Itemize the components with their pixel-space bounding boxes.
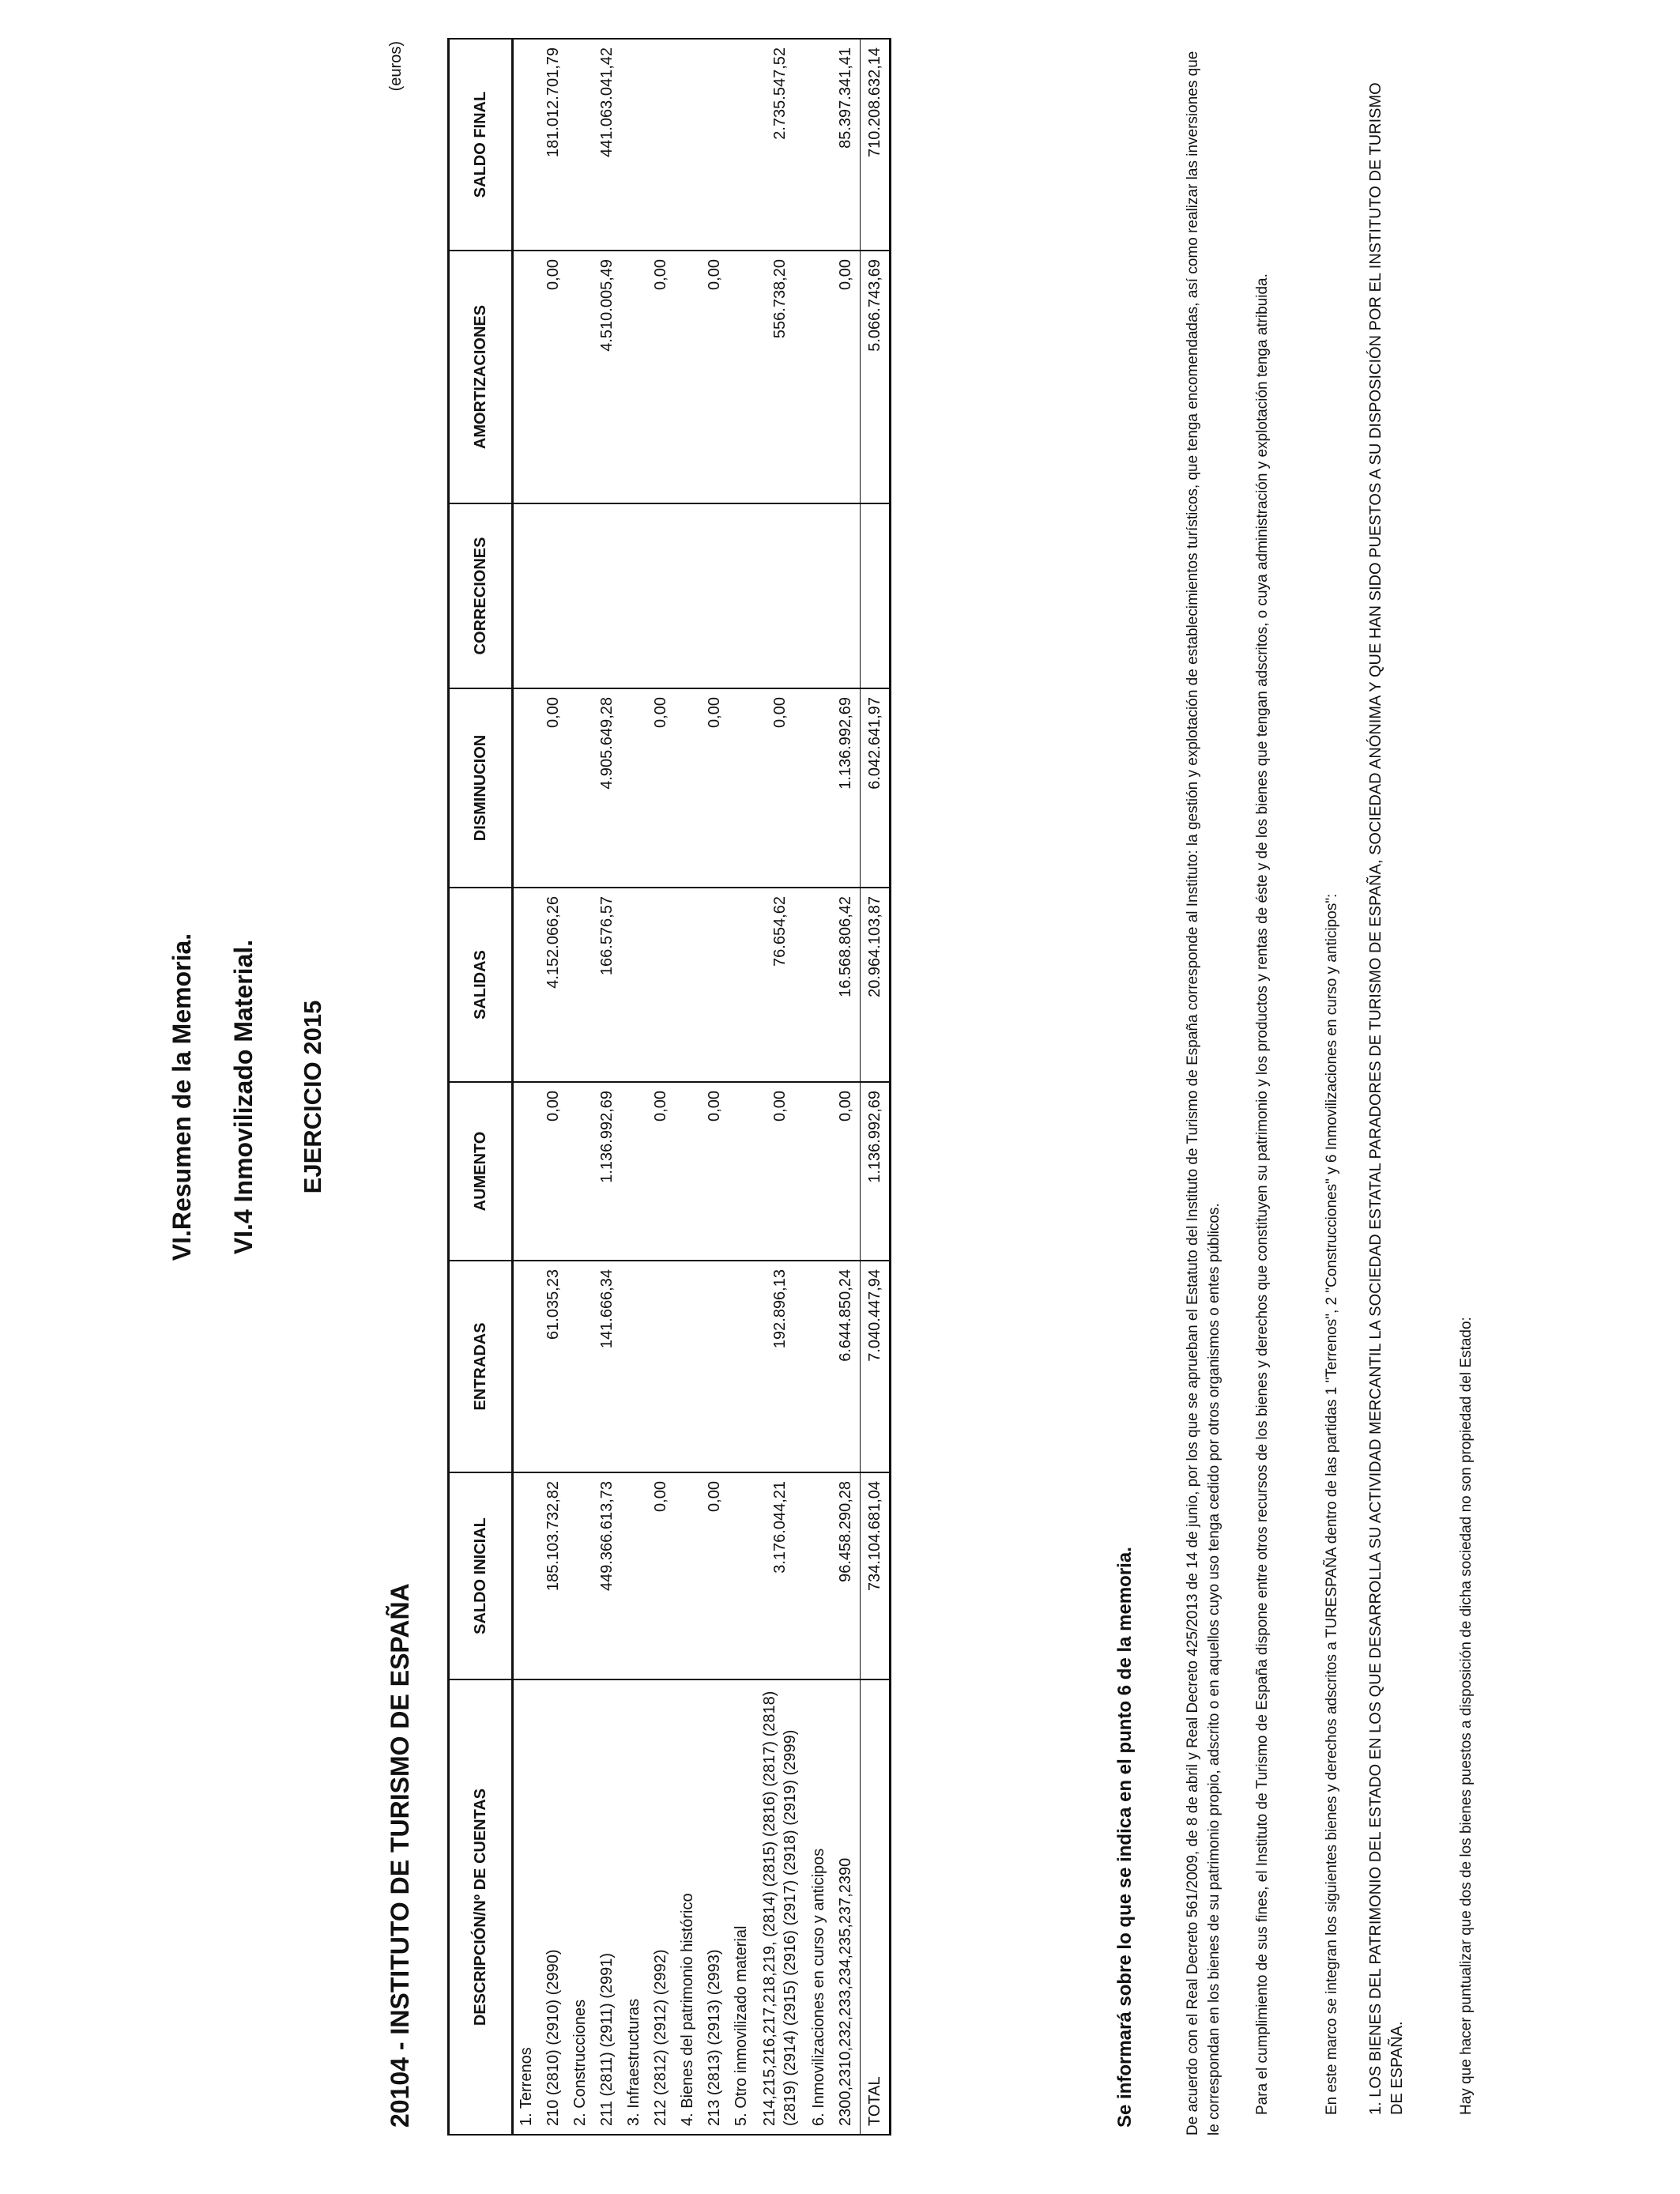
cell-disminucion: 4.905.649,28 [593, 688, 621, 888]
cell-entradas [646, 1261, 675, 1472]
row-description: TOTAL [861, 1679, 891, 2135]
cell-disminucion: 0,00 [700, 688, 729, 888]
cell-amortizaciones: 556.738,20 [754, 251, 806, 503]
table-row [539, 39, 567, 2135]
cell-aumento: 1.136.992,69 [593, 1082, 621, 1261]
paragraph: 1. LOS BIENES DEL PATRIMONIO DEL ESTADO EN LOS QUE DESARROLLA SU ACTIVIDAD MERCANTIL LA SOCIEDAD ESTATAL PARADORES DE TURISMO DE ESPAÑA, SOCIEDAD ANÓNIMA Y QUE HAN SIDO PUESTOS A SU DISPOSICIÓN POR EL INSTITUTO DE TURISMO DE ESPAÑA. [1367, 82, 1406, 2115]
row-description: 6. Inmovilizaciones en curso y anticipos [806, 1679, 831, 2135]
table-row [700, 39, 729, 2135]
section-heading: VI.4 Inmovilizado Material. [229, 939, 258, 1255]
cell-aumento: 0,00 [700, 1082, 729, 1261]
cell-aumento: 0,00 [831, 1082, 861, 1261]
col-header-correciones: CORRECIONES [449, 503, 513, 688]
notes-title: Se informará sobre lo que se indica en el punto 6 de la memoria. [1114, 1547, 1136, 2128]
cell-salidas [646, 888, 675, 1082]
col-header-entradas: ENTRADAS [449, 1261, 513, 1472]
cell-correciones [539, 503, 567, 688]
cell-amortizaciones: 0,00 [539, 251, 567, 503]
cell-entradas [700, 1261, 729, 1472]
paragraph: En este marco se integran los siguientes bienes y derechos adscritos a TURESPAÑA dentro de las partidas 1 "Terrenos", 2 "Construcciones" y 6 Inmovilizaciones en curso y anticipos": [1324, 893, 1340, 2115]
row-description: 3. Infraestructuras [621, 1679, 646, 2135]
col-header-disminucion: DISMINUCION [449, 688, 513, 888]
cell-salidas: 166.576,57 [593, 888, 621, 1082]
cell-saldo-final: 441.063.041,42 [593, 39, 621, 251]
row-description: 214,215,216,217,218,219, (2814) (2815) (2816) (2817) (2818) (2819) (2914) (2915) (2916) (2917) (2918) (2919) (2999) [754, 1679, 806, 2135]
cell-saldo-inicial: 0,00 [646, 1472, 675, 1679]
row-description: 4. Bienes del patrimonio histórico [675, 1679, 700, 2135]
col-header-aumento: AUMENTO [449, 1082, 513, 1261]
col-header-saldo-final: SALDO FINAL [449, 39, 513, 251]
cell-entradas: 6.644.850,24 [831, 1261, 861, 1472]
cell-correciones [754, 503, 806, 688]
cell-correciones [831, 503, 861, 688]
row-description: 2300,2310,232,233,234,235,237,2390 [831, 1679, 861, 2135]
cell-saldo-inicial: 3.176.044,21 [754, 1472, 806, 1679]
cell-salidas: 4.152.066,26 [539, 888, 567, 1082]
row-description: 210 (2810) (2910) (2990) [539, 1679, 567, 2135]
cell-salidas: 16.568.806,42 [831, 888, 861, 1082]
cell-saldo-inicial: 185.103.732,82 [539, 1472, 567, 1679]
cell-salidas: 76.654,62 [754, 888, 806, 1082]
cell-saldo-inicial: 449.366.613,73 [593, 1472, 621, 1679]
cell-entradas: 192.896,13 [754, 1261, 806, 1472]
cell-salidas: 20.964.103,87 [861, 888, 891, 1082]
cell-saldo-inicial: 0,00 [700, 1472, 729, 1679]
cell-amortizaciones: 5.066.743,69 [861, 251, 891, 503]
cell-aumento: 0,00 [754, 1082, 806, 1261]
table-row [754, 39, 806, 2135]
memoria-heading: VI.Resumen de la Memoria. [168, 933, 196, 1261]
cell-saldo-final: 2.735.547,52 [754, 39, 806, 251]
row-description: 5. Otro inmovilizado material [729, 1679, 754, 2135]
table-row [831, 39, 861, 2135]
row-description: 211 (2811) (2911) (2991) [593, 1679, 621, 2135]
cell-disminucion: 1.136.992,69 [831, 688, 861, 888]
table-row [646, 39, 675, 2135]
cell-amortizaciones: 0,00 [831, 251, 861, 503]
cell-aumento: 0,00 [539, 1082, 567, 1261]
cell-correciones [646, 503, 675, 688]
cell-disminucion: 6.042.641,97 [861, 688, 891, 888]
table-header-row [449, 39, 513, 2135]
entity-title: 20104 - INSTITUTO DE TURISMO DE ESPAÑA [386, 1583, 414, 2128]
section-row [675, 39, 700, 2135]
row-description: 1. Terrenos [513, 1679, 540, 2135]
cell-aumento: 0,00 [646, 1082, 675, 1261]
col-header-salidas: SALIDAS [449, 888, 513, 1082]
section-row [513, 39, 540, 2135]
cell-disminucion: 0,00 [646, 688, 675, 888]
cell-amortizaciones: 0,00 [700, 251, 729, 503]
section-row [729, 39, 754, 2135]
cell-entradas: 7.040.447,94 [861, 1261, 891, 1472]
row-description: 212 (2812) (2912) (2992) [646, 1679, 675, 2135]
cell-saldo-final: 710.208.632,14 [861, 39, 891, 251]
cell-saldo-inicial: 96.458.290,28 [831, 1472, 861, 1679]
row-description: 2. Construcciones [567, 1679, 593, 2135]
total-row [861, 39, 891, 2135]
section-row [621, 39, 646, 2135]
cell-disminucion: 0,00 [539, 688, 567, 888]
cell-saldo-final [700, 39, 729, 251]
currency-note: (euros) [387, 41, 405, 92]
cell-saldo-final: 181.012.701,79 [539, 39, 567, 251]
table-row [593, 39, 621, 2135]
cell-disminucion: 0,00 [754, 688, 806, 888]
cell-amortizaciones: 0,00 [646, 251, 675, 503]
cell-saldo-final: 85.397.341,41 [831, 39, 861, 251]
cell-saldo-final [646, 39, 675, 251]
cell-saldo-inicial: 734.104.681,04 [861, 1472, 891, 1679]
cell-correciones [861, 503, 891, 688]
cell-entradas: 141.666,34 [593, 1261, 621, 1472]
col-header-descripcion: DESCRIPCIÓN/Nº DE CUENTAS [449, 1679, 513, 2135]
section-row [567, 39, 593, 2135]
cell-aumento: 1.136.992,69 [861, 1082, 891, 1261]
col-header-amortizaciones: AMORTIZACIONES [449, 251, 513, 503]
cell-entradas: 61.035,23 [539, 1261, 567, 1472]
section-row [806, 39, 831, 2135]
cell-correciones [593, 503, 621, 688]
cell-correciones [700, 503, 729, 688]
cell-salidas [700, 888, 729, 1082]
cell-amortizaciones: 4.510.005,49 [593, 251, 621, 503]
col-header-saldo-inicial: SALDO INICIAL [449, 1472, 513, 1679]
paragraph: De acuerdo con el Real Decreto 561/2009, de 8 de abril y Real Decreto 425/2013 de 14 de junio, por los que se aprueban el Estatuto del Instituto de Turismo de España corresponde al Instituto: la gestión y explotación de establecimientos turísticos, que tenga encomendadas, así como realizar las inversiones que le correspondan en los bienes de su patrimonio propio, adscrito o en aquellos cuyo uso tenga cedido por otros organismos o entes públicos. [1185, 51, 1222, 2136]
exercise-heading: EJERCICIO 2015 [299, 1000, 326, 1194]
fixed-assets-table [447, 38, 891, 2136]
row-description: 213 (2813) (2913) (2993) [700, 1679, 729, 2135]
paragraph: Hay que hacer puntualizar que dos de los bienes puestos a disposición de dicha sociedad no son propiedad del Estado: [1458, 1317, 1475, 2115]
paragraph: Para el cumplimiento de sus fines, el Instituto de Turismo de España dispone entre otros recursos de los bienes y derechos que constituyen su patrimonio y los productos y rentas de éste y de los bienes que tengan adscritos, o cuya administración y explotación tenga atribuida. [1254, 273, 1271, 2115]
